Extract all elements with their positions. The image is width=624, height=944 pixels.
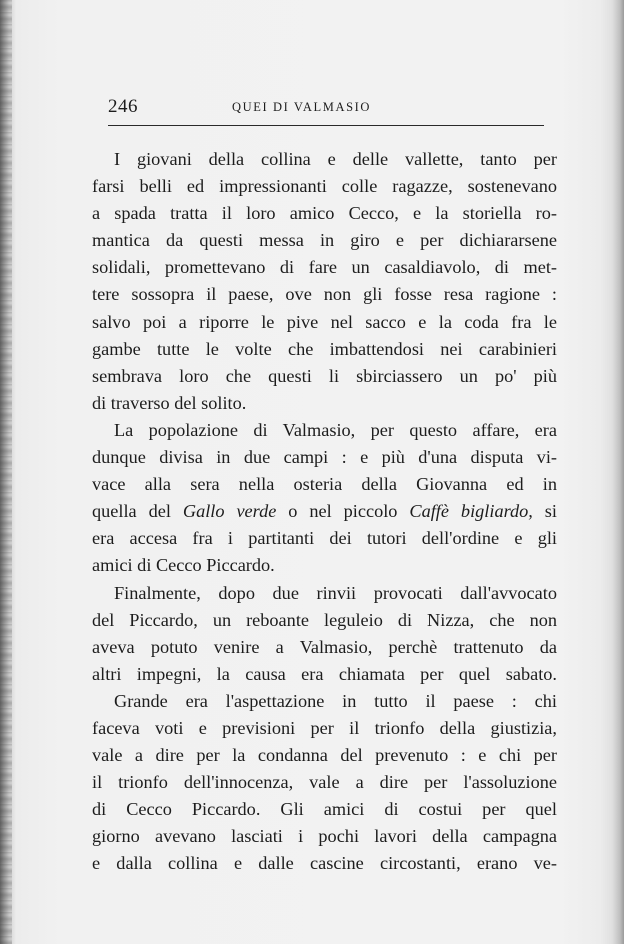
text-line: vace alla sera nella osteria della Giovanna ed in xyxy=(92,474,557,495)
text-line: farsi belli ed impressionanti colle ragazze, sostenevano xyxy=(92,176,557,197)
running-title: QUEI DI VALMASIO xyxy=(232,100,372,114)
page-number: 246 xyxy=(108,96,138,117)
text-line: tere sossopra il paese, ove non gli fosse resa ragione : xyxy=(92,284,557,305)
text-line: amici di Cecco Piccardo. xyxy=(92,555,275,576)
text-line: gambe tutte le volte che imbattendosi nei carabinieri xyxy=(92,338,557,359)
text-line: giorno avevano lasciati i pochi lavori della campagna xyxy=(92,826,557,847)
text-line: il trionfo dell'innocenza, vale a dire per l'assoluzione xyxy=(92,772,557,793)
text-line: era accesa fra i partitanti dei tutori dell'ordine e gli xyxy=(92,528,557,549)
text-line: mantica da questi messa in giro e per dichiararsene xyxy=(92,230,557,251)
text-line: vale a dire per la condanna del prevenuto : e chi per xyxy=(92,745,557,766)
text-line: del Piccardo, un reboante leguleio di Nizza, che non xyxy=(92,609,557,630)
text-line: solidali, promettevano di fare un casaldiavolo, di met- xyxy=(92,257,557,278)
text-line: faceva voti e previsioni per il trionfo della giustizia, xyxy=(92,717,557,738)
italic-place-name: Gallo verde xyxy=(182,501,277,522)
text-line: salvo poi a riporre le pive nel sacco e la coda fra le xyxy=(92,311,557,332)
text-line: Finalmente, dopo due rinvii provocati dall'avvocato xyxy=(114,582,557,603)
page-header xyxy=(108,96,544,122)
text-line: I giovani della collina e delle vallette, tanto per xyxy=(114,149,557,169)
text-line: di Cecco Piccardo. Gli amici di costui per quel xyxy=(92,799,557,820)
text-line: aveva potuto venire a Valmasio, perchè trattenuto da xyxy=(92,636,557,657)
text-segment: si xyxy=(532,501,557,522)
text-line: La popolazione di Valmasio, per questo affare, era xyxy=(114,419,557,440)
text-line: a spada tratta il loro amico Cecco, e la storiella ro- xyxy=(92,203,557,224)
italic-place-name: Caffè bigliardo, xyxy=(409,501,533,522)
text-segment: o nel piccolo xyxy=(276,501,410,522)
text-line: sembrava loro che questi li sbirciassero un po' più xyxy=(92,365,557,386)
text-line: dunque divisa in due campi : e più d'una disputa vi- xyxy=(92,447,557,468)
header-rule xyxy=(108,125,544,126)
text-line: e dalla collina e dalle cascine circostanti, erano ve- xyxy=(92,853,557,874)
body-text xyxy=(92,146,557,878)
page-gutter xyxy=(0,0,12,944)
text-line: Grande era l'aspettazione in tutto il paese : chi xyxy=(114,690,557,711)
text-line: di traverso del solito. xyxy=(92,392,247,413)
text-segment: quella del xyxy=(92,501,183,522)
text-line-with-italics xyxy=(92,498,557,525)
text-line: altri impegni, la causa era chiamata per quel sabato. xyxy=(92,663,557,684)
